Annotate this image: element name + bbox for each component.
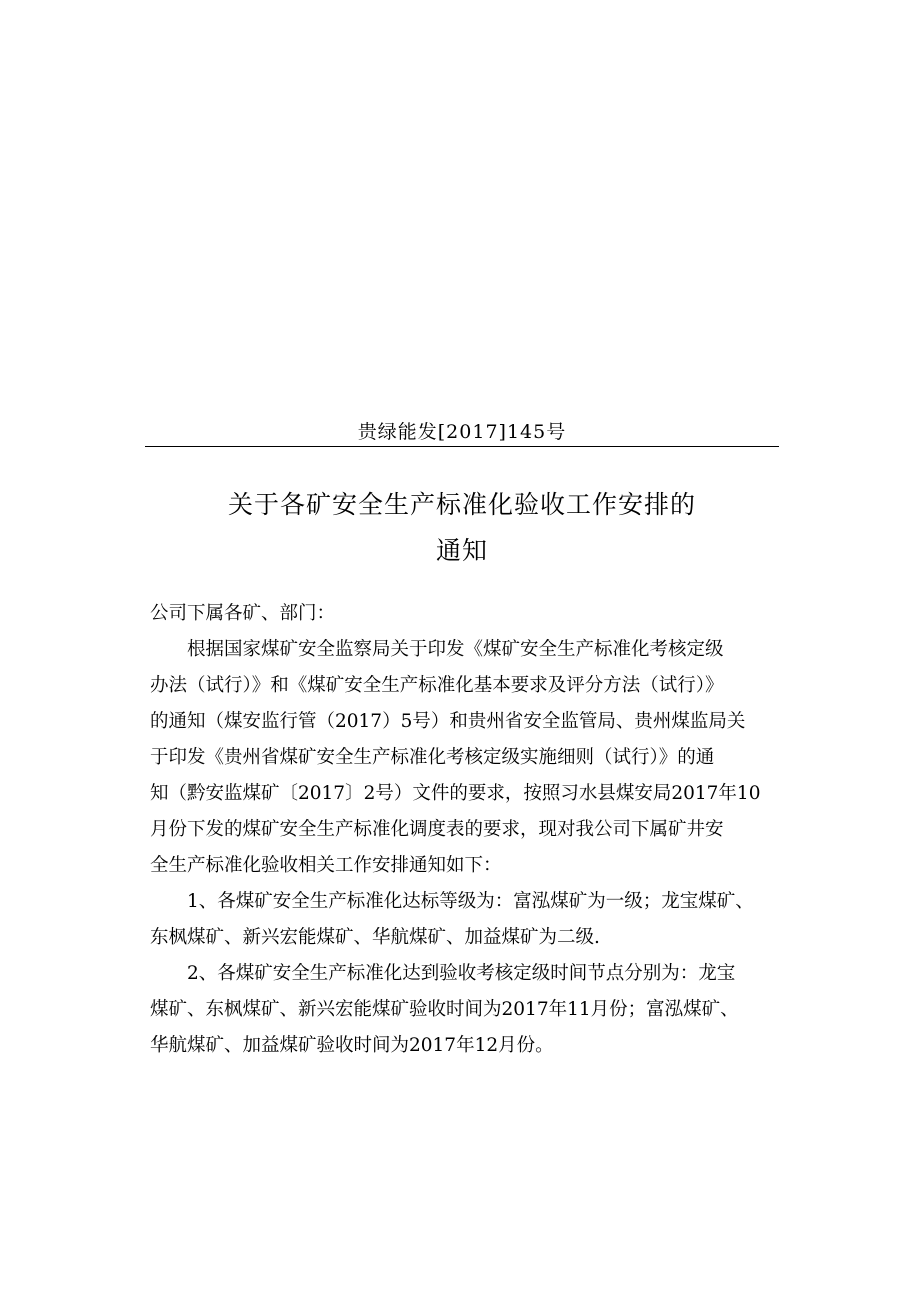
list-item-1 <box>150 884 790 956</box>
paragraph-line: 办法（试行）》和《煤矿安全生产标准化基本要求及评分方法（试行）》 <box>150 675 724 696</box>
paragraph-line: 2、各煤矿安全生产标准化达到验收考核定级时间节点分别为：龙宝 <box>187 963 736 984</box>
paragraph-line: 煤矿、东枫煤矿、新兴宏能煤矿验收时间为2017年11月份；富泓煤矿、 <box>150 999 739 1020</box>
document-title-line-2: 通知 <box>435 536 488 565</box>
paragraph-main <box>150 632 790 884</box>
document-number: 贵绿能发[2017]145号 <box>357 421 567 443</box>
paragraph-line: 的通知（煤安监行管（2017）5号）和贵州省安全监管局、贵州煤监局关 <box>150 711 746 732</box>
paragraph-line: 知（黔安监煤矿〔2017〕2号）文件的要求，按照习水县煤安局2017年10 <box>150 783 761 804</box>
paragraph-line: 月份下发的煤矿安全生产标准化调度表的要求，现对我公司下属矿井安 <box>150 819 724 840</box>
document-body <box>150 596 790 1064</box>
paragraph-line: 1、各煤矿安全生产标准化达标等级为：富泓煤矿为一级；龙宝煤矿、 <box>187 891 754 912</box>
header-divider <box>145 446 779 447</box>
paragraph-line: 全生产标准化验收相关工作安排通知如下： <box>150 855 502 876</box>
paragraph-line: 华航煤矿、加益煤矿验收时间为2017年12月份。 <box>150 1035 554 1056</box>
list-item-2 <box>150 956 790 1064</box>
salutation: 公司下属各矿、部门： <box>150 603 336 624</box>
paragraph-line: 于印发《贵州省煤矿安全生产标准化考核定级实施细则（试行）》的通 <box>150 747 715 768</box>
document-title-line-1: 关于各矿安全生产标准化验收工作安排的 <box>227 490 696 519</box>
paragraph-line: 根据国家煤矿安全监察局关于印发《煤矿安全生产标准化考核定级 <box>187 639 724 660</box>
paragraph-line: 东枫煤矿、新兴宏能煤矿、华航煤矿、加益煤矿为二级. <box>150 927 600 948</box>
